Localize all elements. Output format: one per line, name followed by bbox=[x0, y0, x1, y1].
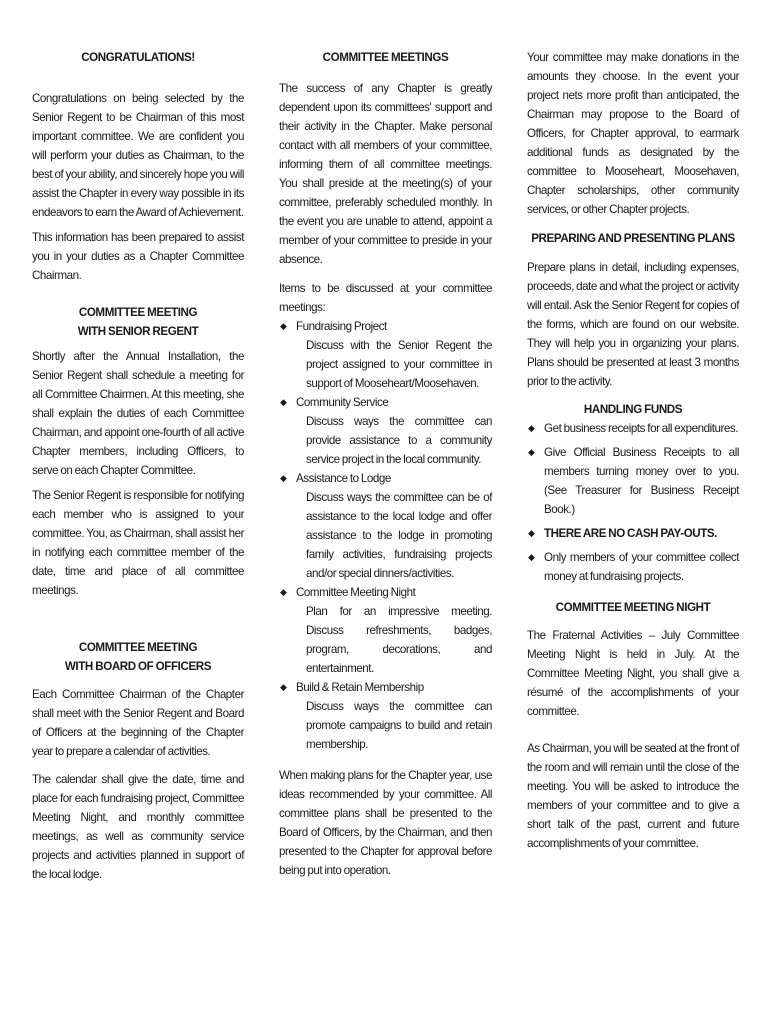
item-title: Build & Retain Membership bbox=[296, 681, 424, 694]
senior-regent-heading-line2: WITH SENIOR REGENT bbox=[77, 325, 199, 338]
bullet-icon: ◆ bbox=[528, 528, 535, 538]
bullet-icon: ◆ bbox=[280, 587, 287, 597]
discussion-items-list bbox=[279, 317, 492, 754]
meeting-night-heading: COMMITTEE MEETING NIGHT bbox=[555, 601, 711, 614]
column-middle bbox=[279, 48, 492, 880]
funds-heading: HANDLING FUNDS bbox=[583, 403, 683, 416]
list-item bbox=[527, 443, 739, 519]
bullet-icon: ◆ bbox=[280, 397, 287, 407]
list-item bbox=[527, 524, 739, 543]
bullet-icon: ◆ bbox=[528, 552, 535, 562]
congratulations-heading: CONGRATULATIONS! bbox=[81, 51, 195, 64]
purpose-paragraph: This information has been prepared to assist you in your duties as a Chapter Committee Chairman. bbox=[32, 231, 244, 282]
senior-regent-paragraph-2: The Senior Regent is responsible for notifying each member who is assigned to your committee. You, as Chairman, shall assist her in notifying each committee member of the date, time and place of all committee meetings. bbox=[32, 489, 244, 597]
list-item bbox=[279, 393, 492, 469]
column-left bbox=[32, 48, 244, 884]
donations-paragraph: Your committee may make donations in the amounts they choose. In the event your project nets more profit than anticipated, the Chairman may propose to the Board of Officers, for Chapter approval, to earmark additional funds as designated by the committee to Mooseheart, Moosehaven, Chapter scholarships, other community services, or other Chapter projects. bbox=[527, 51, 739, 216]
list-item bbox=[527, 419, 739, 438]
board-heading-line1: COMMITTEE MEETING bbox=[78, 641, 198, 654]
planning-paragraph: When making plans for the Chapter year, use ideas recommended by your committee. All committee plans shall be presented to the Board of Officers, by the Chairman, and then presented to the Chapter for approval before being put into operation. bbox=[279, 769, 492, 877]
bullet-icon: ◆ bbox=[528, 423, 535, 433]
senior-regent-paragraph-1: Shortly after the Annual Installation, the Senior Regent shall schedule a meeting for all Committee Chairmen. At this meeting, she shall explain the duties of each Committee Chairman, and appoint one-fourth of all active Chapter members, including Officers, to serve on each Chapter Committee. bbox=[32, 350, 244, 477]
board-paragraph-1: Each Committee Chairman of the Chapter shall meet with the Senior Regent and Board of Officers at the beginning of the Chapter year to prepare a calendar of activities. bbox=[32, 688, 244, 758]
items-intro-paragraph: Items to be discussed at your committee meetings: bbox=[279, 282, 492, 314]
funds-item-text: Get business receipts for all expenditures. bbox=[544, 422, 739, 435]
congratulations-paragraph: Congratulations on being selected by the Senior Regent to be Chairman of this most important committee. We are confident you will perform your duties as Chairman, to the best of your ability, and sincerely hope you will assist the Chapter in every way possible in its endeavors to earn the Award of Achievement. bbox=[32, 92, 244, 219]
bullet-icon: ◆ bbox=[280, 473, 287, 483]
item-title: Assistance to Lodge bbox=[296, 472, 391, 485]
item-description: Plan for an impressive meeting. Discuss refreshments, badges, program, decorations, and entertainment. bbox=[306, 605, 492, 675]
list-item bbox=[527, 548, 739, 586]
column-right bbox=[527, 48, 739, 853]
item-title: Community Service bbox=[296, 396, 389, 409]
funds-item-text: Only members of your committee collect money at fundraising projects. bbox=[544, 551, 739, 583]
bullet-icon: ◆ bbox=[280, 682, 287, 692]
plans-heading: PREPARING AND PRESENTING PLANS bbox=[531, 232, 735, 245]
item-description: Discuss ways the committee can provide assistance to a community service project in the local community. bbox=[306, 415, 492, 466]
item-description: Discuss ways the committee can be of assistance to the local lodge and offer assistance to the lodge in promoting family activities, fundraising projects and/or special dinners/activities. bbox=[306, 491, 492, 580]
item-description: Discuss with the Senior Regent the project assigned to your committee in support of Mooseheart/Moosehaven. bbox=[306, 339, 492, 390]
list-item bbox=[279, 678, 492, 754]
board-paragraph-2: The calendar shall give the date, time and place for each fundraising project, Committee Meeting Night, and monthly committee meetings, as well as community service projects and activities planned in support of the local lodge. bbox=[32, 773, 244, 881]
bullet-icon: ◆ bbox=[528, 447, 535, 457]
bullet-icon: ◆ bbox=[280, 321, 287, 331]
funds-list bbox=[527, 419, 739, 586]
senior-regent-heading-line1: COMMITTEE MEETING bbox=[78, 306, 198, 319]
committee-meetings-heading: COMMITTEE MEETINGS bbox=[322, 51, 449, 64]
list-item bbox=[279, 317, 492, 393]
list-item bbox=[279, 469, 492, 583]
item-title: Fundraising Project bbox=[296, 320, 387, 333]
committee-meetings-paragraph: The success of any Chapter is greatly dependent upon its committees' support and their activity in the Chapter. Make personal contact with all members of your committee, informing them of all committee meetings. You shall preside at the meeting(s) of your committee, preferably scheduled monthly. In the event you are unable to attend, appoint a member of your committee to preside in your absence. bbox=[279, 82, 492, 266]
meeting-night-paragraph-1: The Fraternal Activities – July Committee Meeting Night is held in July. At the Committee Meeting Night, you shall give a résumé of the accomplishments of your committee. bbox=[527, 629, 739, 718]
board-heading-line2: WITH BOARD OF OFFICERS bbox=[64, 660, 212, 673]
item-title: Committee Meeting Night bbox=[296, 586, 416, 599]
funds-item-text: THERE ARE NO CASH PAY-OUTS. bbox=[544, 527, 717, 540]
funds-item-text: Give Official Business Receipts to all members turning money over to you. (See Treasurer for Business Receipt Book.) bbox=[544, 446, 739, 516]
meeting-night-paragraph-2: As Chairman, you will be seated at the front of the room and will remain until the close of the meeting. You will be asked to introduce the members of your committee and to give a short talk of the past, current and future accomplishments of your committee. bbox=[527, 742, 739, 850]
plans-paragraph: Prepare plans in detail, including expenses, proceeds, date and what the project or activity will entail. Ask the Senior Regent for copies of the forms, which are found on our website. They will help you in organizing your plans. Plans should be presented at least 3 months prior to the activity. bbox=[527, 261, 739, 388]
item-description: Discuss ways the committee can promote campaigns to build and retain membership. bbox=[306, 700, 492, 751]
list-item bbox=[279, 583, 492, 678]
